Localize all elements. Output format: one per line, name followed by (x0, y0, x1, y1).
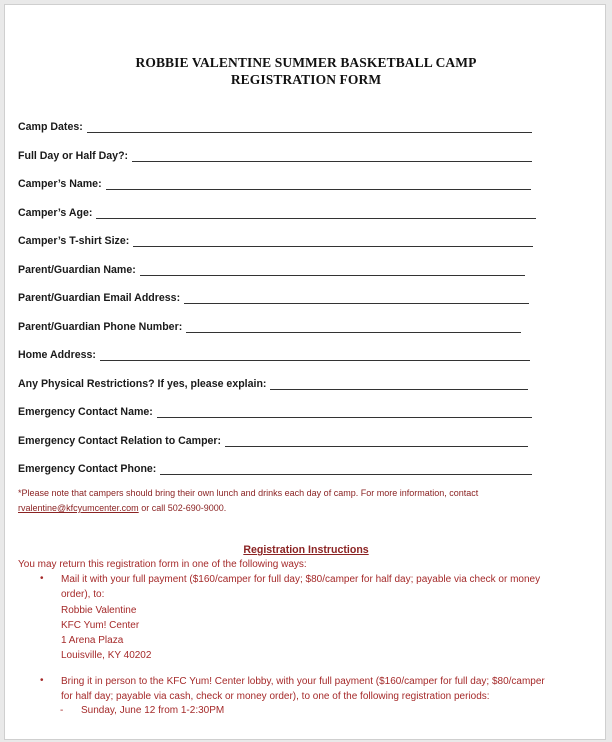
field-parent-name (18, 258, 525, 276)
field-label: Parent/Guardian Email Address: (18, 292, 181, 304)
bullet-icon: • (40, 573, 44, 584)
lunch-note-text: *Please note that campers should bring their own lunch and drinks each day of camp. For more information, contact (18, 488, 479, 498)
camper-age-input-line[interactable] (96, 206, 536, 219)
dash-icon: - (60, 705, 64, 716)
mail-address-name: Robbie Valentine (61, 604, 137, 616)
field-emergency-phone (18, 457, 532, 475)
parent-name-input-line[interactable] (140, 263, 525, 276)
mail-address-venue: KFC Yum! Center (61, 619, 140, 631)
bullet-icon: • (40, 675, 44, 686)
field-label: Home Address: (18, 349, 96, 361)
tshirt-size-input-line[interactable] (133, 234, 533, 247)
field-label: Parent/Guardian Name: (18, 263, 136, 276)
physical-restrictions-input-line[interactable] (270, 377, 528, 390)
mail-address-street: 1 Arena Plaza (61, 635, 124, 647)
field-physical-restrictions (18, 372, 528, 390)
field-emergency-relation (18, 429, 528, 447)
field-label: Emergency Contact Name: (18, 406, 153, 418)
contact-phone-text: or call 502-690-9000. (138, 503, 227, 513)
field-home-address (18, 343, 530, 361)
field-label: Camper’s T-shirt Size: (18, 235, 130, 247)
contact-email-link[interactable]: rvalentine@kfcyumcenter.com (18, 503, 139, 513)
mail-option-line1: Mail it with your full payment ($160/camper for full day; $80/camper for half day; payable via check or money (61, 574, 541, 585)
in-person-option-line2: for half day; payable via cash, check or money order), to one of the following registration periods: (61, 691, 490, 703)
emergency-relation-input-line[interactable] (225, 434, 528, 447)
mail-address-city: Louisville, KY 40202 (61, 650, 152, 662)
emergency-name-input-line[interactable] (157, 405, 532, 418)
form-title-line1: ROBBIE VALENTINE SUMMER BASKETBALL CAMP (135, 55, 477, 70)
parent-phone-input-line[interactable] (186, 320, 521, 333)
registration-period: Sunday, June 12 from 1-2:30PM (81, 705, 225, 716)
home-address-input-line[interactable] (100, 348, 530, 361)
mail-option-line2: order), to: (61, 589, 105, 601)
in-person-option (61, 674, 606, 705)
field-camper-age (18, 201, 536, 219)
field-parent-phone (18, 315, 521, 333)
lunch-note (18, 486, 578, 516)
parent-email-input-line[interactable] (184, 291, 529, 304)
field-camper-name (18, 172, 531, 190)
field-label: Full Day or Half Day?: (18, 149, 129, 162)
field-label: Parent/Guardian Phone Number: (18, 320, 183, 333)
form-title-line2: REGISTRATION FORM (230, 72, 382, 87)
field-label: Emergency Contact Phone: (18, 463, 157, 475)
registration-instructions-title: Registration Instructions (243, 544, 369, 556)
field-tshirt-size (18, 229, 533, 247)
field-camp-dates (18, 115, 532, 133)
in-person-option-line1: Bring it in person to the KFC Yum! Center lobby, with your full payment ($160/camper for full day; $80/camper (61, 676, 545, 687)
mail-option (61, 572, 601, 664)
field-label: Camp Dates: (18, 121, 83, 133)
field-label: Any Physical Restrictions? If yes, please explain: (18, 377, 267, 390)
full-or-half-day-input-line[interactable] (132, 149, 532, 162)
field-label: Camper’s Name: (18, 178, 102, 190)
field-label: Emergency Contact Relation to Camper: (18, 434, 222, 447)
field-full-or-half-day (18, 144, 532, 162)
field-label: Camper’s Age: (18, 206, 93, 219)
field-emergency-name (18, 400, 532, 418)
camp-dates-input-line[interactable] (87, 120, 532, 133)
emergency-phone-input-line[interactable] (160, 462, 532, 475)
camper-name-input-line[interactable] (106, 177, 531, 190)
contact-line (18, 501, 578, 516)
field-parent-email (18, 286, 529, 304)
registration-form-page (4, 4, 606, 740)
instructions-intro: You may return this registration form in one of the following ways: (18, 559, 307, 570)
